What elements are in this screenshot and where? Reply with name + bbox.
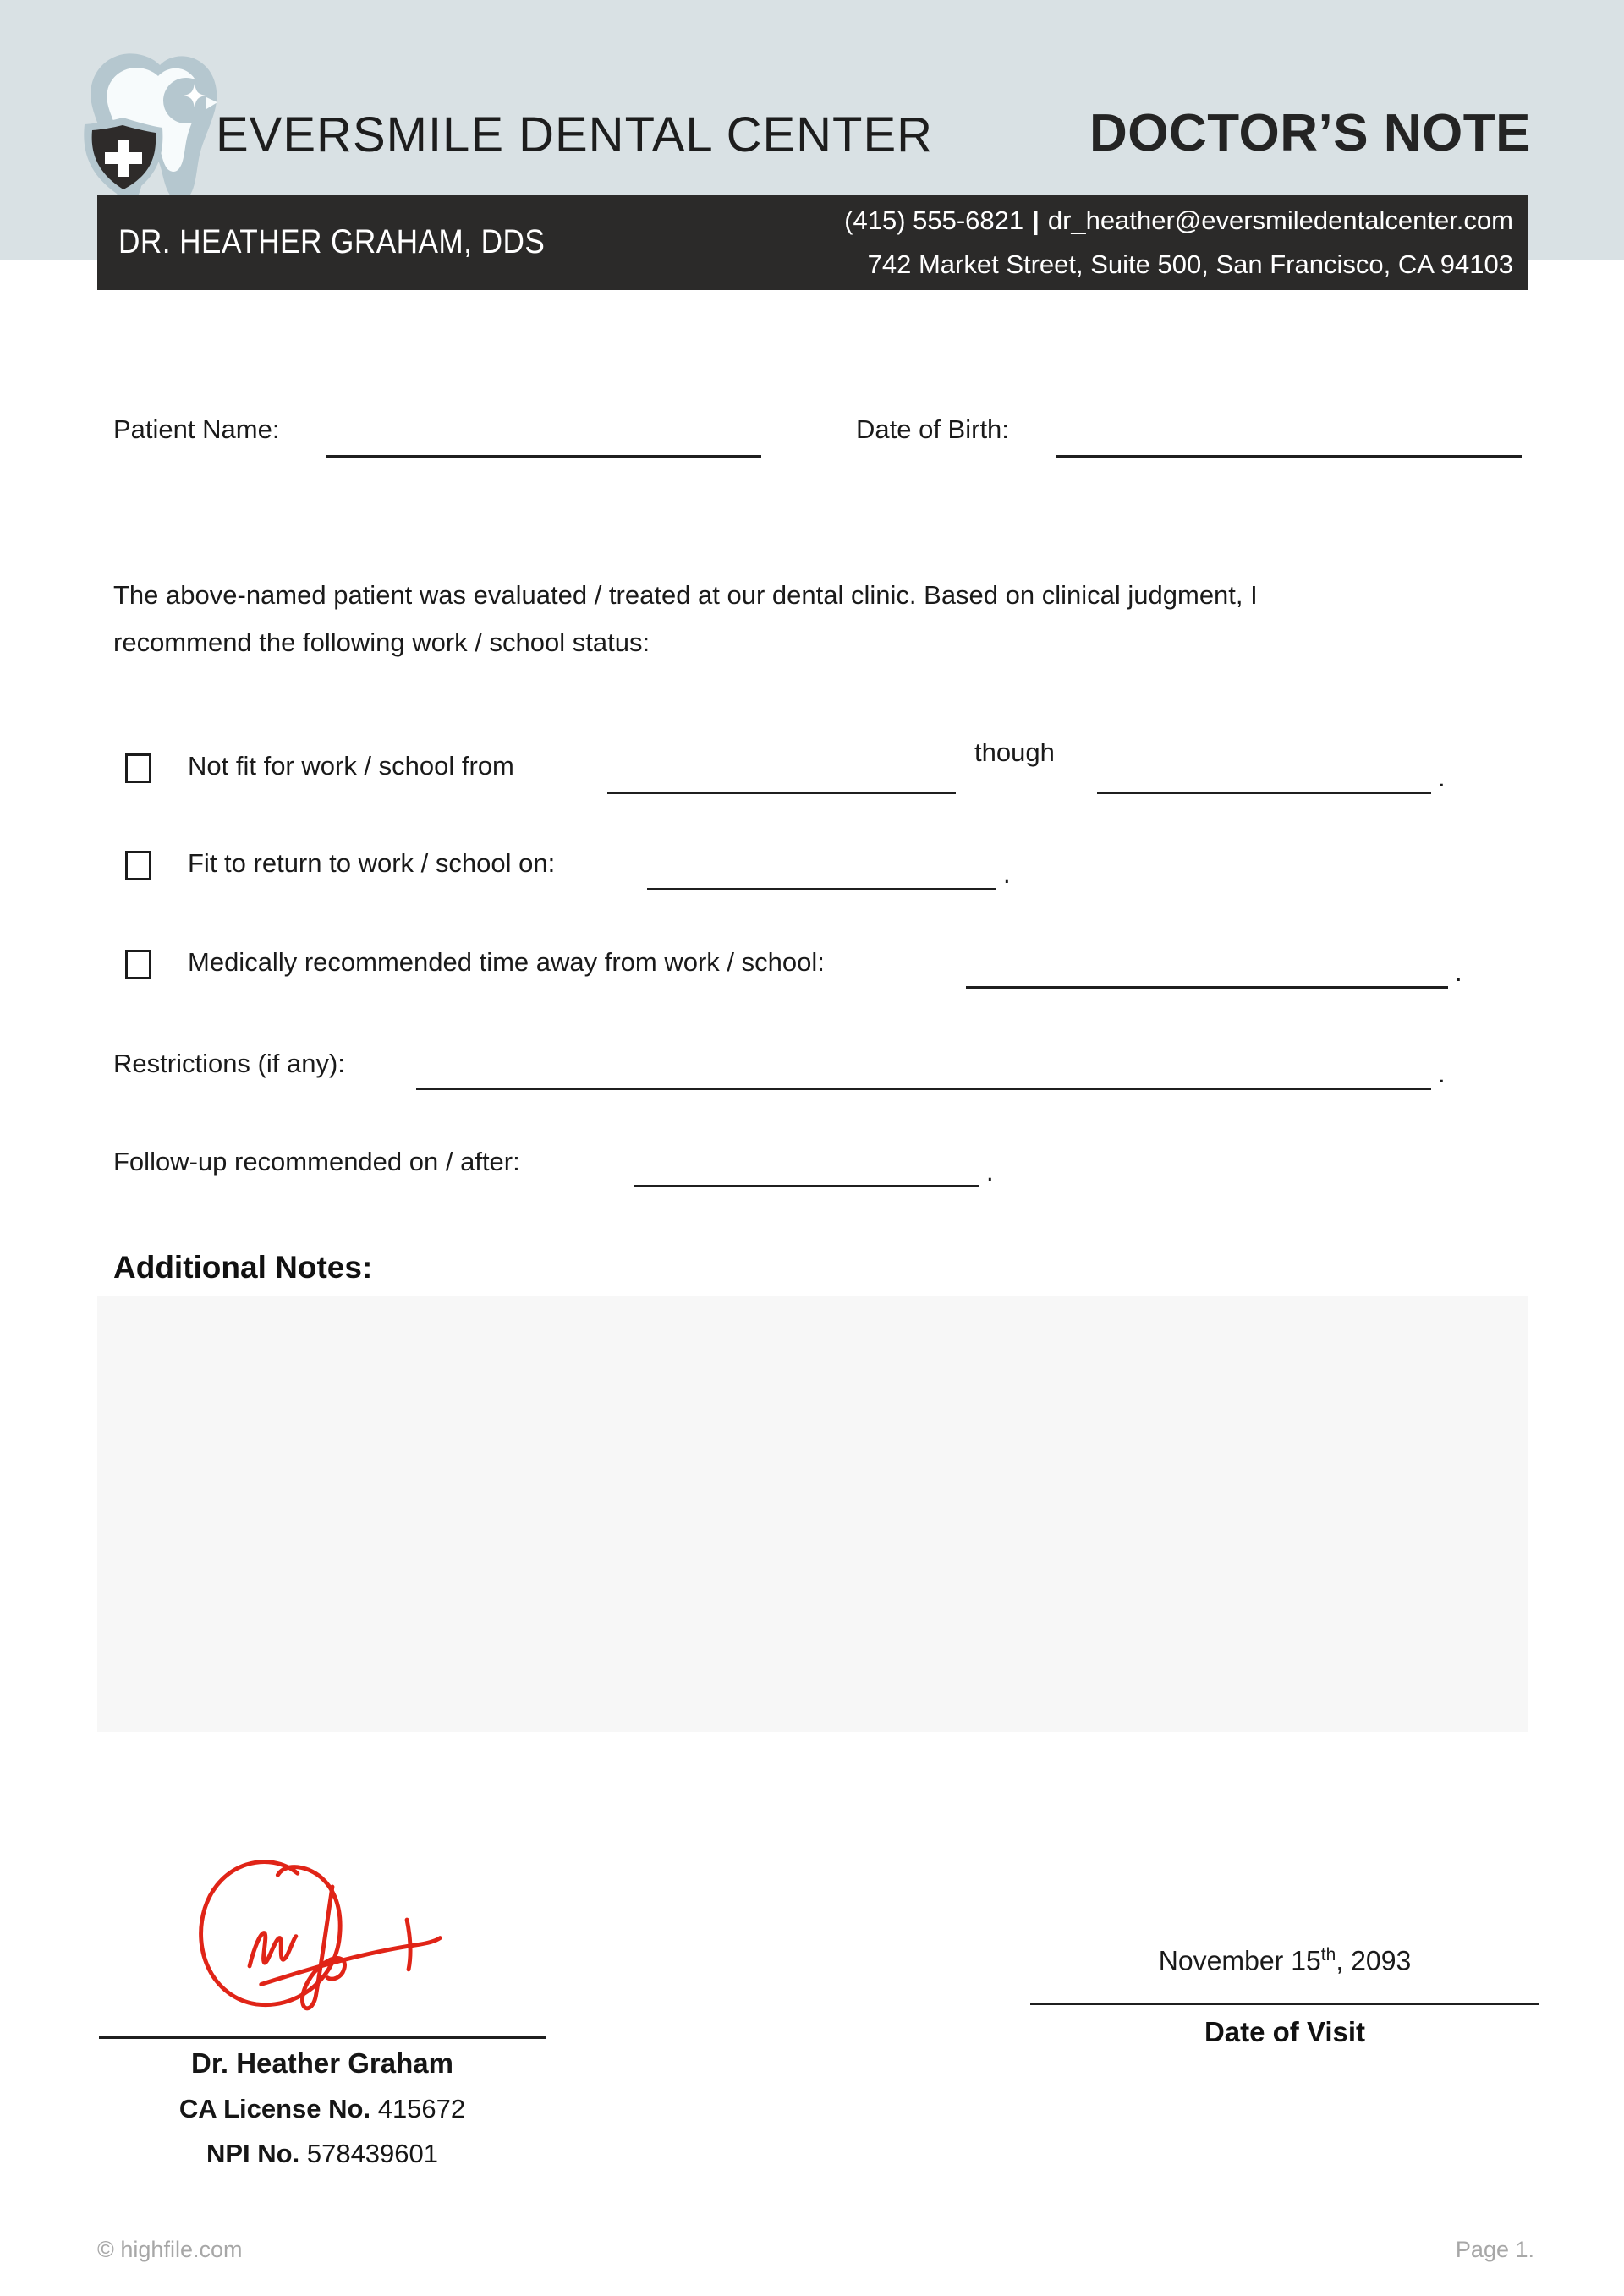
clinic-contact (844, 199, 1513, 287)
period: . (1438, 763, 1446, 792)
not-fit-from-blank[interactable] (607, 792, 956, 794)
npi-label: NPI No. (206, 2139, 300, 2168)
option-time-away-label: Medically recommended time away from work / school: (188, 947, 825, 977)
visit-date (1030, 1945, 1539, 1977)
checkbox-not-fit[interactable] (125, 753, 151, 783)
period: . (1003, 859, 1011, 889)
document-title: DOCTOR’S NOTE (1089, 104, 1531, 162)
intro-line2: recommend the following work / school status: (113, 627, 650, 657)
doctor-signature-image (165, 1844, 457, 2042)
patient-name-blank[interactable] (326, 455, 761, 458)
doctor-info-bar (97, 195, 1528, 290)
signer-name: Dr. Heather Graham (191, 2047, 453, 2079)
visit-date-year: , 2093 (1336, 1945, 1412, 1976)
time-away-blank[interactable] (966, 986, 1448, 989)
clinic-phone: (415) 555-6821 (844, 205, 1024, 235)
visit-date-label: Date of Visit (1204, 2016, 1366, 2047)
visit-date-line (1030, 2003, 1539, 2005)
option-fit-return-label: Fit to return to work / school on: (188, 848, 556, 878)
tooth-shield-logo-icon (78, 47, 239, 216)
not-fit-to-blank[interactable] (1097, 792, 1431, 794)
fit-return-date-blank[interactable] (647, 888, 996, 890)
period: . (986, 1157, 994, 1186)
restrictions-label: Restrictions (if any): (113, 1049, 345, 1078)
npi-number: 578439601 (306, 2139, 439, 2168)
option-not-fit-connector: though (974, 737, 1055, 767)
patient-name-label: Patient Name: (113, 414, 280, 444)
restrictions-blank[interactable] (416, 1088, 1431, 1090)
doctor-name: DR. HEATHER GRAHAM, DDS (118, 223, 546, 260)
visit-date-ordinal: th (1320, 1945, 1336, 1964)
signature-line (99, 2036, 546, 2039)
contact-line1 (844, 199, 1513, 243)
followup-blank[interactable] (634, 1185, 979, 1187)
checkbox-time-away[interactable] (125, 950, 151, 979)
period: . (1455, 957, 1462, 987)
option-not-fit-label: Not fit for work / school from (188, 751, 514, 781)
clinic-name: EVERSMILE DENTAL CENTER (216, 107, 934, 162)
footer-copyright: © highfile.com (97, 2237, 243, 2262)
visit-date-day: November 15 (1158, 1945, 1321, 1976)
clinic-address: 742 Market Street, Suite 500, San Francisco, CA 94103 (867, 249, 1513, 279)
intro-paragraph (113, 572, 1258, 666)
dob-label: Date of Birth: (856, 414, 1009, 444)
followup-label: Follow-up recommended on / after: (113, 1147, 520, 1176)
clinic-email: dr_heather@eversmiledentalcenter.com (1047, 205, 1513, 235)
license-number: 415672 (377, 2094, 466, 2123)
checkbox-fit-return[interactable] (125, 851, 151, 880)
period: . (1438, 1059, 1446, 1088)
additional-notes-heading: Additional Notes: (113, 1250, 373, 1285)
footer-page-number: Page 1. (1455, 2237, 1534, 2262)
intro-line1: The above-named patient was evaluated / treated at our dental clinic. Based on clinical judgment, I (113, 580, 1258, 610)
dob-blank[interactable] (1056, 455, 1522, 458)
additional-notes-area[interactable] (97, 1296, 1528, 1732)
npi-row (99, 2139, 546, 2169)
license-row (99, 2094, 546, 2124)
license-label: CA License No. (178, 2094, 371, 2123)
contact-separator: | (1032, 205, 1040, 235)
